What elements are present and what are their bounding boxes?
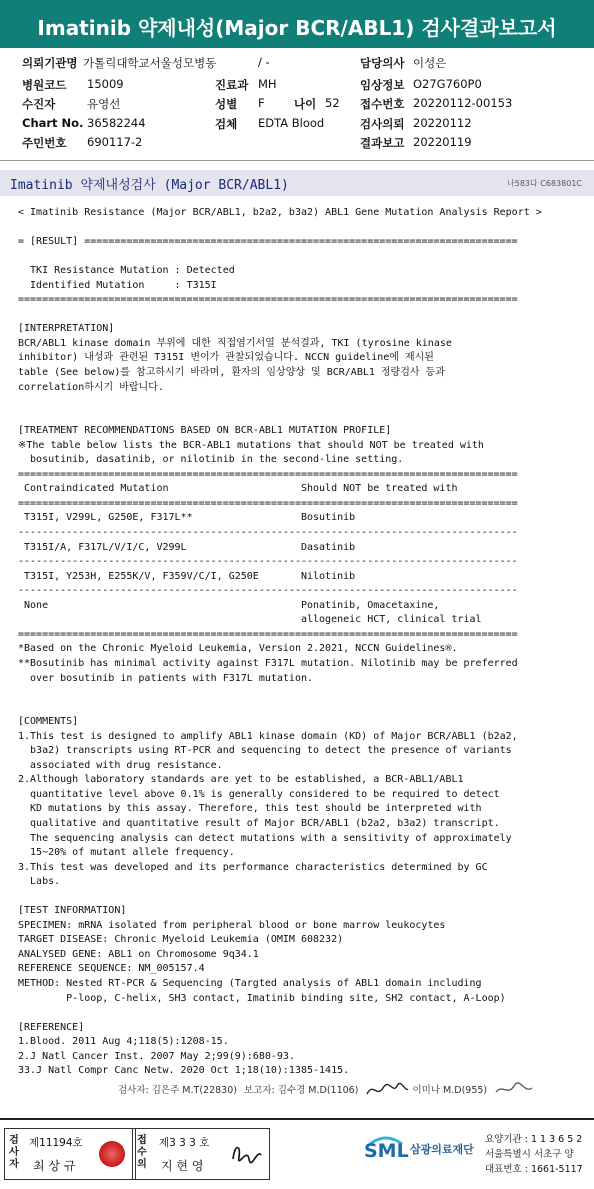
institution-value: 가톨릭대학교서울성모병동 [83,56,217,70]
report-line: REFERENCE SEQUENCE: NM_005157.4 [18,963,205,975]
tester-signature-text: 검사자: 김은주 M.T(22830) [118,1084,237,1096]
report-section-code: 나583다 C683801C [507,179,582,188]
info-row-5 [0,135,594,153]
report-line: Labs. [18,876,61,888]
report-line: TKI Resistance Mutation : Detected [18,265,235,277]
rrn-value: 690117-2 [87,135,143,149]
report-line: TARGET DISEASE: Chronic Myeloid Leukemia (OMIM 608232) [18,934,344,946]
footer-tester-label: 검 사 자 [9,1135,19,1170]
report-line: qualitative and quantitative result of Major BCR/ABL1 (b2a2, b3a2) transcript. [18,817,500,829]
clinical-label: 임상정보 [360,78,405,92]
report-line: 2.J Natl Cancer Inst. 2007 May 2;99(9):680-93. [18,1050,295,1062]
report-line [18,701,588,716]
report-date-label: 결과보고 [360,136,405,150]
sml-brand-name: 삼광의료재단 [410,1143,474,1156]
info-row-4 [0,116,594,134]
report-line: T315I/A, F317L/V/I/C, V299L Dasatinib [18,541,356,553]
receipt-value: 20220112-00153 [413,96,513,110]
report-line: None Ponatinib, Omacetaxine, [18,599,440,611]
report-line [18,221,588,236]
report-title: Imatinib 약제내성(Major BCR/ABL1) 검사결과보고서 [0,0,594,48]
clinical-value: O27G760P0 [413,77,482,91]
footer-addr-1: 요양기관 : 1 1 3 6 5 2 [485,1134,583,1145]
info-divider [0,160,594,161]
footer-receiver-label: 접 수 의 [137,1135,147,1170]
report-line: SPECIMEN: mRNA isolated from peripheral blood or bone marrow leukocytes [18,919,446,931]
reporter-signature-text: 보고자: 김수경 M.D(1106) [244,1084,359,1096]
report-line [18,250,588,265]
rrn-label: 주민번호 [22,136,67,150]
report-line: =================================================================================== [18,497,518,509]
report-line: bosutinib, dasatinib, or nilotinib in the second-line setting. [18,454,404,466]
footer-tester-no: 제11194호 [29,1137,83,1149]
report-line: Contraindicated Mutation Should NOT be treated with [18,483,458,495]
request-date-label: 검사의뢰 [360,117,405,131]
footer-tester-name: 최 상 규 [33,1159,76,1173]
report-line: inhibitor) 내성과 관련된 T315I 변이가 관찰되었습니다. NCCN guideline에 제시된 [18,352,434,364]
report-section-title: Imatinib 약제내성검사 (Major BCR/ABL1) [10,178,289,193]
report-line: ----------------------------------------------------------------------------------- [18,585,518,597]
report-line: 15~20% of mutant allele frequency. [18,847,235,859]
doctor-value: 이성은 [413,56,447,70]
chart-no-label: Chart No. [22,116,84,130]
report-line [18,308,588,323]
report-line: ※The table below lists the BCR-ABL1 mutations that should NOT be treated with [18,439,484,451]
report-line: quantitative level above 0.1% is generally considered to be required to detect [18,788,500,800]
report-date-value: 20220119 [413,135,472,149]
third-signature-text: 이미나 M.D(955) [412,1084,488,1096]
report-line: b3a2) transcripts using RT-PCR and sequencing to detect the presence of variants [18,745,512,757]
footer-addr-3: 대표번호 : 1661-5117 [485,1164,583,1175]
report-line: The sequencing analysis can detect mutations with a sensitivity of approximately [18,832,512,844]
report-line: ANALYSED GENE: ABL1 on Chromosome 9q34.1 [18,948,259,960]
third-signature-scribble [494,1080,534,1100]
red-seal-icon [99,1141,125,1167]
receiver-signature-scribble [229,1139,263,1167]
report-line: 33.J Natl Compr Canc Netw. 2020 Oct 1;18(10):1385-1415. [18,1065,350,1077]
report-line [18,890,588,905]
age-label: 나이 [294,97,317,111]
info-row-3 [0,96,594,114]
report-line: T315I, V299L, G250E, F317L** Bosutinib [18,512,356,524]
info-row-1 [0,55,594,73]
report-line: =================================================================================== [18,468,518,480]
report-line: 2.Although laboratory standards are yet to be established, a BCR-ABL1/ABL1 [18,774,464,786]
report-line: =================================================================================== [18,294,518,306]
age-value: 52 [325,96,340,110]
report-line: T315I, Y253H, E255K/V, F359V/C/I, G250E Nilotinib [18,570,356,582]
report-line: Identified Mutation : T315I [18,279,217,291]
report-line: METHOD: Nested RT-PCR & Sequencing (Targted analysis of ABL1 domain including [18,977,482,989]
report-line: [COMMENTS] [18,716,79,728]
reporter-signature-scribble [365,1080,409,1100]
footer-receiver-name: 지 현 영 [161,1159,204,1173]
report-line: = [RESULT] ======================================================================== [18,236,518,248]
signature-line [118,1080,534,1100]
report-line: associated with drug resistance. [18,759,223,771]
report-line: ----------------------------------------------------------------------------------- [18,527,518,539]
report-line: 3.This test was developed and its performance characteristics determined by GC [18,861,488,873]
footer-receiver-box [132,1128,270,1180]
specimen-label: 검체 [215,117,238,131]
dept-slash: / - [258,55,270,69]
info-row-2 [0,77,594,95]
report-line: correlation하시기 바랍니다. [18,381,164,393]
report-line: 1.This test is designed to amplify ABL1 kinase domain (KD) of Major BCR/ABL1 (b2a2, [18,730,518,742]
patient-value: 유영선 [87,97,121,111]
report-line: KD mutations by this assay. Therefore, this test should be interpreted with [18,803,482,815]
report-line: allogeneic HCT, clinical trial [18,614,482,626]
sml-brand: SML [364,1140,409,1162]
report-line [18,410,588,425]
institution-label: 의뢰기관명 [22,56,78,70]
dept-label: 진료과 [215,78,249,92]
report-line [18,686,588,701]
report-line: **Bosutinib has minimal activity against F317L mutation. Nilotinib may be preferred [18,657,518,669]
report-line: < Imatinib Resistance (Major BCR/ABL1, b2a2, b3a2) ABL1 Gene Mutation Analysis Report > [18,207,542,218]
report-line: [TEST INFORMATION] [18,905,127,917]
report-line: table (See below)를 참고하시기 바라며, 환자의 임상양상 및 BCR/ABL1 정량검사 등과 [18,367,445,379]
hospital-code-value: 15009 [87,77,124,91]
report-line [18,1006,588,1021]
footer-receiver-no: 제3 3 3 호 [159,1137,210,1149]
report-line: 1.Blood. 2011 Aug 4;118(5):1208-15. [18,1036,229,1048]
dept-value: MH [258,77,277,91]
report-line: P-loop, C-helix, SH3 contact, Imatinib binding site, SH2 contact, A-Loop) [18,992,506,1004]
hospital-code-label: 병원코드 [22,78,67,92]
receipt-label: 접수번호 [360,97,405,111]
chart-no-value: 36582244 [87,116,146,130]
footer-addr-2: 서울특별시 서초구 양 [485,1149,574,1160]
report-line: [INTERPRETATION] [18,323,115,335]
footer-tester-box [4,1128,136,1180]
sex-value: F [258,96,265,110]
patient-label: 수진자 [22,97,56,111]
report-line: =================================================================================== [18,628,518,640]
report-line: over bosutinib in patients with F317L mutation. [18,672,314,684]
request-date-value: 20220112 [413,116,472,130]
report-line: BCR/ABL1 kinase domain 부위에 대한 직접염기서열 분석결과, TKI (tyrosine kinase [18,337,452,349]
report-line [18,395,588,410]
report-body [18,206,588,1079]
sex-label: 성별 [215,97,238,111]
report-line: *Based on the Chronic Myeloid Leukemia, Version 2.2021, NCCN Guidelines®. [18,643,458,655]
report-line: [TREATMENT RECOMMENDATIONS BASED ON BCR-ABL1 MUTATION PROFILE] [18,425,392,437]
report-line: ----------------------------------------------------------------------------------- [18,556,518,568]
doctor-label: 담당의사 [360,56,405,70]
specimen-value: EDTA Blood [258,116,325,130]
report-section-header [0,170,594,196]
report-line: [REFERENCE] [18,1021,85,1033]
